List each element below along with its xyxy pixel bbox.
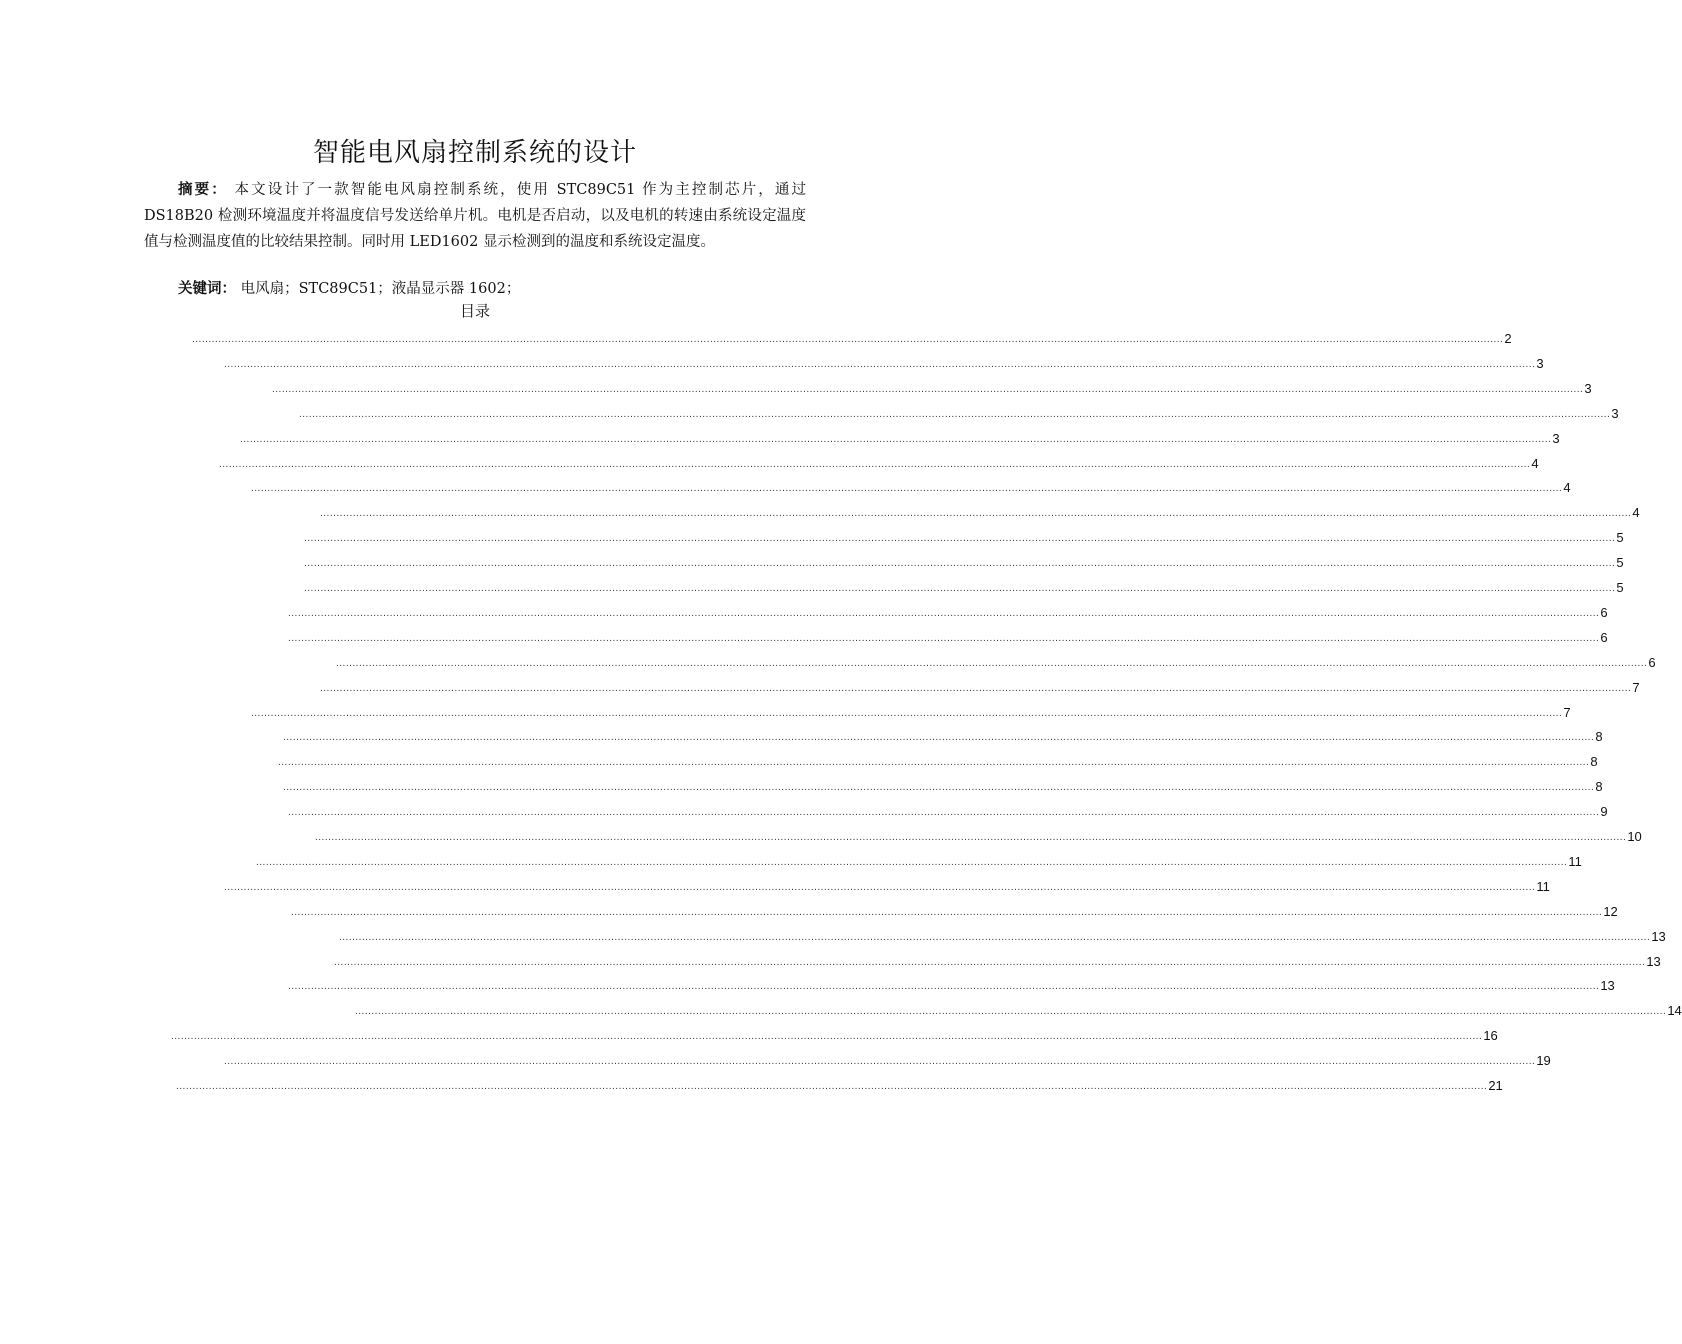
toc-leader-dots: ................................................................................................................................................................................................................................................................................................................................................................................................................ xyxy=(192,334,1504,345)
toc-page-number: 6 xyxy=(1648,654,1656,670)
toc-leader-dots: ................................................................................................................................................................................................................................................................................................................................................................................................................ xyxy=(299,408,1611,420)
toc-entry[interactable] xyxy=(224,1049,1551,1069)
toc-leader-dots: ................................................................................................................................................................................................................................................................................................................................................................................................................ xyxy=(278,757,1590,769)
toc-page-number: 13 xyxy=(1651,928,1666,944)
toc-entry[interactable] xyxy=(251,701,1571,721)
toc-entry[interactable] xyxy=(192,327,1512,347)
toc-entry[interactable] xyxy=(304,526,1624,546)
toc-page-number: 5 xyxy=(1616,530,1624,546)
toc-entry[interactable] xyxy=(283,725,1603,745)
toc-page-number: 8 xyxy=(1590,754,1598,770)
toc-entry[interactable] xyxy=(288,626,1608,646)
toc-entry[interactable] xyxy=(339,925,1666,945)
toc-leader-dots: ................................................................................................................................................................................................................................................................................................................................................................................................................ xyxy=(224,1056,1536,1068)
toc-page-number: 11 xyxy=(1536,878,1550,894)
toc-leader-dots: ................................................................................................................................................................................................................................................................................................................................................................................................................ xyxy=(283,732,1595,744)
toc-leader-dots: ................................................................................................................................................................................................................................................................................................................................................................................................................ xyxy=(288,607,1600,619)
toc-leader-dots: ................................................................................................................................................................................................................................................................................................................................................................................................................ xyxy=(304,533,1616,545)
toc-entry[interactable] xyxy=(283,775,1603,795)
toc-page-number: 3 xyxy=(1611,405,1619,421)
toc-title: 目录 xyxy=(459,302,490,320)
toc-entry[interactable] xyxy=(320,676,1640,696)
toc-page-number: 19 xyxy=(1536,1053,1551,1069)
toc-leader-dots: ................................................................................................................................................................................................................................................................................................................................................................................................................ xyxy=(339,931,1651,943)
toc-entry[interactable] xyxy=(251,476,1571,496)
toc-leader-dots: ................................................................................................................................................................................................................................................................................................................................................................................................................ xyxy=(272,383,1584,395)
toc-page-number: 3 xyxy=(1584,380,1592,396)
toc-leader-dots: ................................................................................................................................................................................................................................................................................................................................................................................................................ xyxy=(240,433,1552,445)
toc-page-number: 13 xyxy=(1600,978,1615,994)
toc-leader-dots: ................................................................................................................................................................................................................................................................................................................................................................................................................ xyxy=(304,583,1616,594)
toc-leader-dots: ................................................................................................................................................................................................................................................................................................................................................................................................................ xyxy=(256,856,1568,868)
toc-leader-dots: ................................................................................................................................................................................................................................................................................................................................................................................................................ xyxy=(176,1081,1488,1092)
toc-page-number: 10 xyxy=(1627,829,1642,844)
toc-page-number: 8 xyxy=(1595,779,1603,795)
toc-leader-dots: ................................................................................................................................................................................................................................................................................................................................................................................................................ xyxy=(315,832,1627,843)
toc-page-number: 14 xyxy=(1667,1003,1682,1019)
abstract-text: 本文设计了一款智能电风扇控制系统，使用 STC89C51 作为主控制芯片，通过 DS18B20 检测环境温度并将温度信号发送给单片机。电机是否启动，以及电机的转速由系统设定温度值与检测温度值的比较结果控制。同时用 LED1602 显示检测到的温度和系统设定温度。 xyxy=(144,182,807,250)
toc-page-number: 16 xyxy=(1483,1028,1498,1044)
toc-entry[interactable] xyxy=(278,750,1598,770)
toc-page-number: 3 xyxy=(1536,355,1544,371)
toc-entry[interactable] xyxy=(288,800,1608,820)
toc-entry[interactable] xyxy=(272,377,1592,397)
toc-entry[interactable] xyxy=(355,999,1682,1019)
toc-leader-dots: ................................................................................................................................................................................................................................................................................................................................................................................................................ xyxy=(288,981,1600,993)
toc-leader-dots: ................................................................................................................................................................................................................................................................................................................................................................................................................ xyxy=(251,483,1563,495)
toc-page-number: 11 xyxy=(1568,853,1582,869)
toc-entry[interactable] xyxy=(288,974,1615,994)
toc-entry[interactable] xyxy=(224,875,1550,895)
toc-page-number: 6 xyxy=(1600,604,1608,620)
toc-entry[interactable] xyxy=(315,825,1642,845)
document-title: 智能电风扇控制系统的设计 xyxy=(312,138,637,168)
toc-entry[interactable] xyxy=(256,850,1582,870)
toc-page-number: 4 xyxy=(1531,455,1539,471)
toc-entry[interactable] xyxy=(176,1074,1503,1094)
toc-page-number: 3 xyxy=(1552,430,1560,446)
abstract xyxy=(144,177,806,255)
toc-page-number: 12 xyxy=(1603,903,1618,919)
keywords-label: 关键词： xyxy=(178,281,236,297)
toc-leader-dots: ................................................................................................................................................................................................................................................................................................................................................................................................................ xyxy=(224,881,1536,893)
toc-entry[interactable] xyxy=(320,501,1640,521)
toc-entry[interactable] xyxy=(304,576,1624,596)
toc-page-number: 8 xyxy=(1595,729,1603,745)
toc-page-number: 7 xyxy=(1563,704,1571,720)
toc-leader-dots: ................................................................................................................................................................................................................................................................................................................................................................................................................ xyxy=(291,906,1603,918)
toc-leader-dots: ................................................................................................................................................................................................................................................................................................................................................................................................................ xyxy=(288,632,1600,644)
toc-leader-dots: ................................................................................................................................................................................................................................................................................................................................................................................................................ xyxy=(320,508,1632,520)
abstract-label: 摘要： xyxy=(178,182,228,198)
toc-leader-dots: ................................................................................................................................................................................................................................................................................................................................................................................................................ xyxy=(320,682,1632,694)
toc-entry[interactable] xyxy=(299,402,1619,422)
toc-leader-dots: ................................................................................................................................................................................................................................................................................................................................................................................................................ xyxy=(334,956,1646,968)
toc-entry[interactable] xyxy=(288,601,1608,621)
toc-leader-dots: ................................................................................................................................................................................................................................................................................................................................................................................................................ xyxy=(251,707,1563,719)
toc-page-number: 5 xyxy=(1616,555,1624,571)
keywords-text: 电风扇；STC89C51；液晶显示器 1602； xyxy=(240,281,521,297)
toc-entry[interactable] xyxy=(334,950,1661,970)
keywords xyxy=(178,277,520,301)
toc-leader-dots: ................................................................................................................................................................................................................................................................................................................................................................................................................ xyxy=(224,358,1536,370)
toc-entry[interactable] xyxy=(240,427,1560,447)
toc-page-number: 4 xyxy=(1563,480,1571,496)
toc-leader-dots: ................................................................................................................................................................................................................................................................................................................................................................................................................ xyxy=(288,807,1600,819)
toc-page-number: 9 xyxy=(1600,804,1608,820)
toc-leader-dots: ................................................................................................................................................................................................................................................................................................................................................................................................................ xyxy=(283,782,1595,794)
toc-entry[interactable] xyxy=(219,452,1539,472)
toc-entry[interactable] xyxy=(224,352,1544,372)
toc-page-number: 21 xyxy=(1488,1078,1503,1093)
toc-leader-dots: ................................................................................................................................................................................................................................................................................................................................................................................................................ xyxy=(336,657,1648,669)
toc-entry[interactable] xyxy=(171,1024,1498,1044)
toc-entry[interactable] xyxy=(336,651,1656,671)
toc-page-number: 4 xyxy=(1632,505,1640,521)
toc-entry[interactable] xyxy=(291,900,1618,920)
toc-leader-dots: ................................................................................................................................................................................................................................................................................................................................................................................................................ xyxy=(171,1031,1483,1043)
toc-page-number: 13 xyxy=(1646,953,1661,969)
toc-leader-dots: ................................................................................................................................................................................................................................................................................................................................................................................................................ xyxy=(219,458,1531,470)
toc-leader-dots: ................................................................................................................................................................................................................................................................................................................................................................................................................ xyxy=(355,1006,1667,1018)
toc-page-number: 5 xyxy=(1616,580,1624,595)
toc-entry[interactable] xyxy=(304,551,1624,571)
toc-leader-dots: ................................................................................................................................................................................................................................................................................................................................................................................................................ xyxy=(304,558,1616,570)
toc-page-number: 7 xyxy=(1632,679,1640,695)
toc-page-number: 2 xyxy=(1504,331,1512,346)
toc-page-number: 6 xyxy=(1600,629,1608,645)
abstract-paragraph xyxy=(144,177,806,255)
